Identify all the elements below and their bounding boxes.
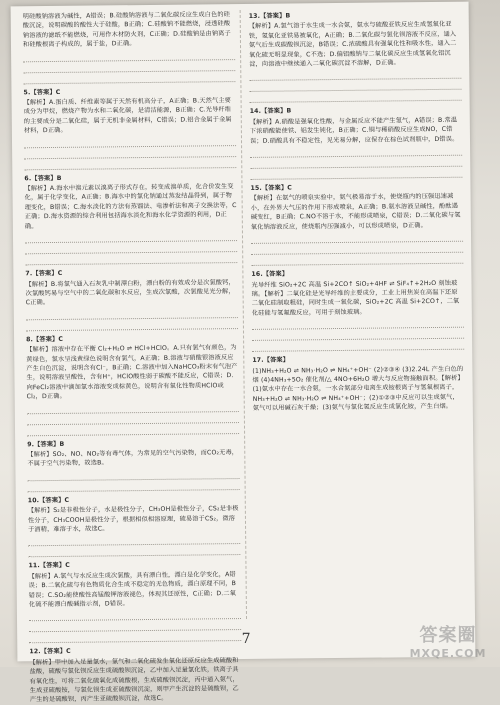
writing-line	[251, 254, 463, 266]
explanation-text: 【解析】溶液中存在平衡 Cl₂+H₂O ⇌ HCl+HClO。A.只有氯气有颜色，为黄绿色，氯水呈浅黄绿色说明含有氯气，A正确；B.溶液与硝酸银溶液反应产生白色沉淀，说明含有Cl⁻，B正确；C.溶液中加入NaHCO₃粉末有气泡产生，说明溶液呈酸性，含有H⁺，HClO酸性弱于碳酸不能反应，C错误；D.向FeCl₂溶液中滴加氯水溶液变成棕黄色，说明含有氧化性物质HClO或Cl₂，D正确。	[26, 344, 238, 401]
explanation-text: 【解析】A.氯气溶于水生成一水合氨，氨水与硫酸亚铁反应生成氢氧化亚铁，氢氧化亚铁易被氧化，A正确；B.二氧化碳与氯化钡溶液不反应，通入氨气后生成碳酸钡沉淀，B错误；C.浓硫酸具有强氧化性和吸水性，通入二氧化硫无明显现象，C不选；D.偏铝酸钠与二氧化碳反应生成氢氧化铝沉淀，向溶液中继续通入二氧化碳沉淀不溶解，D正确。	[248, 21, 457, 68]
answer-item	[23, 86, 236, 170]
writing-lines	[25, 231, 237, 265]
answer-heading: 12.【答案】C	[29, 648, 71, 656]
answer-heading: 6.【答案】B	[24, 174, 62, 182]
answer-item	[249, 10, 462, 104]
answer-heading: 16.【答案】	[251, 270, 289, 279]
explanation-text: 【解析】SO₂、NO、NO₂等有毒气体，为常见的空气污染物，而CO₂无毒，不属于空气污染物，故选B。	[27, 449, 239, 468]
answer-item	[29, 645, 242, 705]
answer-heading: 8.【答案】C	[26, 335, 64, 343]
writing-lines	[250, 146, 462, 180]
answer-item	[251, 268, 464, 352]
answer-item	[27, 438, 240, 492]
answer-sheet-page	[11, 2, 476, 704]
writing-lines	[26, 308, 238, 331]
answer-heading: 13.【答案】B	[248, 12, 291, 20]
answer-item	[250, 182, 463, 266]
answer-heading: 11.【答案】C	[28, 562, 70, 570]
writing-line	[25, 253, 237, 265]
explanation-text: 明硅酸钠溶液为碱性，A错误；B.硅酸钠溶液与二氧化碳反应生成白色的硅酸沉淀，说明碳酸的酸性大于硅酸，B正确；C.硅酸钠不能燃烧，浸透硅酸钠溶液的滤纸不能燃烧，可用作木材防火剂，C正确；D.硅酸钠是由钠离子和硅酸根离子构成的，属于盐，D正确。	[22, 11, 231, 49]
answer-item	[25, 267, 238, 331]
explanation-text: (1)NH₃+H₂O ⇌ NH₃·H₂O ⇌ NH₄⁺+OH⁻ (2)②③④ (3)2.24L 产生白色的烟 (4)4NH₃+5O₂ 催化剂/△ 4NO+6H₂O 增大与反应物接触面积。【解析】(1)氨水中存在一水合氨，一水合氨部分电离生成铵根离子与氢氧根离子，NH₃+H₂O ⇌ NH₃·H₂O ⇌ NH₄⁺+OH⁻；(2)①②③中反应可以生成氨气，氨气可以用碱石灰干燥；(3)氨气与氯化氢反应生成氯化铵，产生白烟。	[252, 365, 464, 413]
writing-lines	[249, 69, 461, 103]
answer-item	[24, 172, 237, 266]
answer-item	[250, 105, 463, 180]
explanation-text: 【解析】B.将氯气通入石灰乳中制漂白粉，漂白粉的有效成分是次氯酸钙，次氯酸钙易与空气中的二氧化碳和水反应，生成次氯酸，次氯酸见光分解，C正确。	[25, 278, 235, 307]
writing-line	[27, 424, 239, 436]
writing-lines	[23, 50, 235, 84]
writing-lines	[28, 534, 240, 557]
writing-line	[250, 168, 462, 180]
writing-line	[24, 158, 236, 170]
answer-heading: 17.【答案】	[252, 356, 290, 365]
explanation-text: 【解析】A.海水中溴元素以溴离子形式存在，转变成溴单质，化合价发生变化，属于化学变化，A正确；B.海水中的氯化钠通过蒸发结晶得到，属于物理变化，B错误；C.海水淡化的方法有蒸馏法、电渗析法和离子交换法等，C正确；D.海水资源的综合利用包括海水淡化和海水化学资源的利用，D正确。	[24, 183, 237, 230]
column-divider	[240, 10, 247, 619]
site-watermark-logo	[402, 621, 494, 663]
writing-line	[252, 340, 464, 352]
writing-line	[28, 545, 240, 557]
answer-heading: 15.【答案】C	[250, 184, 292, 192]
answer-heading: 14.【答案】B	[249, 107, 292, 116]
answer-item	[252, 354, 465, 414]
answer-heading: 9.【答案】B	[27, 440, 65, 448]
answer-heading: 7.【答案】C	[25, 269, 63, 278]
answer-item	[26, 333, 239, 436]
answer-heading: 5.【答案】C	[23, 88, 61, 96]
explanation-text: 【解析】甲中加入足量氯水，氯气和二氧化硫发生氧化还原反应生成硫酸和盐酸，硫酸与氯化钡反应生成硫酸钡沉淀，乙中加入足量氯化铁，铁离子具有氧化性，可将二氧化硫氧化成硫酸根，生成硫酸钡沉淀，丙中通入氨气，生成亚硫酸铵，与氯化钡生成亚硫酸钡沉淀，则甲产生沉淀的是硫酸钡，乙产生的是硫酸钡，丙产生亚硫酸钡沉淀，故选C。	[29, 656, 239, 704]
writing-lines	[252, 318, 464, 352]
explanation-text: 【解析】A.硝酸是强氧化性酸，与金属反应不能产生氢气，A错误；B.常温下浓硝酸能使铁、铝发生钝化，B正确；C.铜与稀硝酸反应生成NO，C错误；D.硝酸具有不稳定性，见光易分解，应保存在棕色试剂瓶中，D错误。	[249, 116, 459, 145]
answer-item	[23, 10, 236, 84]
writing-lines	[24, 136, 236, 170]
writing-line	[250, 91, 462, 103]
right-column	[249, 8, 467, 629]
explanation-text: 【解析】A.蛋白质、纤维素等属于天然有机高分子，A正确；B.天然气主要成分为甲烷，燃烧产物为水和二氧化碳，是清洁能源，B正确；C.光导纤维的主要成分是二氧化硅，属于无机非金属材料，C错误；D.铝合金属于金属材料，D正确。	[23, 97, 232, 135]
watermark-main-text: 答案圈	[419, 625, 477, 646]
writing-lines	[27, 402, 239, 436]
explanation-text: 【解析】A.氯气与水反应生成次氯酸，具有漂白性，漂白是化学变化，A错误；B.二氧化硫与有色物质化合生成不稳定的无色物质，漂白原理不同，B错误；C.SO₂能使酸性高锰酸钾溶液褪色，体现其还原性，C正确；D.二氧化硫不能漂白酸碱指示剂，D错误。	[28, 570, 237, 609]
explanation-text: 光导纤维 SiO₂+2C 高温 Si+2CO↑ SiO₂+4HF ⇌ SiF₄↑+2H₂O 刻蚀玻璃。【解析】二氧化硅是光导纤维的主要成分，工业上用焦炭在高温下还原二氧化硅制取粗硅，同时生成一氧化碳，SiO₂+2C 高温 Si+2CO↑，二氧化硅能与氢氟酸反应，可用于刻蚀玻璃。	[251, 279, 460, 317]
writing-line	[23, 72, 235, 84]
answer-item	[28, 494, 241, 558]
watermark-sub-text: MXQE.COM	[409, 647, 487, 660]
writing-line	[26, 319, 238, 331]
writing-lines	[251, 232, 463, 266]
left-column	[22, 10, 241, 704]
explanation-text: 【解析】S₂是非极性分子，水是极性分子，CH₃OH是极性分子，CS₂是非极性分子，CH₃COOH是极性分子，根据相似相溶原理，硫易溶于CS₂，微溶于酒精，难溶于水，故选C。	[27, 505, 239, 534]
explanation-text: 【解析】在氨气的喷泉实验中，氨气极易溶于水，使烧瓶内的压强迅速减小，在外界大气压的作用下形成喷泉，A正确；B.氨水溶液呈碱性，酚酞遇碱变红，B正确；C.NO不溶于水，不能形成喷泉，C错误；D.二氧化碳与氢氧化钠溶液反应，使烧瓶内压强减小，可以形成喷泉，D正确。	[250, 193, 461, 231]
writing-lines	[27, 469, 239, 492]
page-number: 7	[241, 630, 251, 648]
writing-line	[28, 480, 240, 492]
answer-heading: 10.【答案】C	[27, 496, 70, 505]
